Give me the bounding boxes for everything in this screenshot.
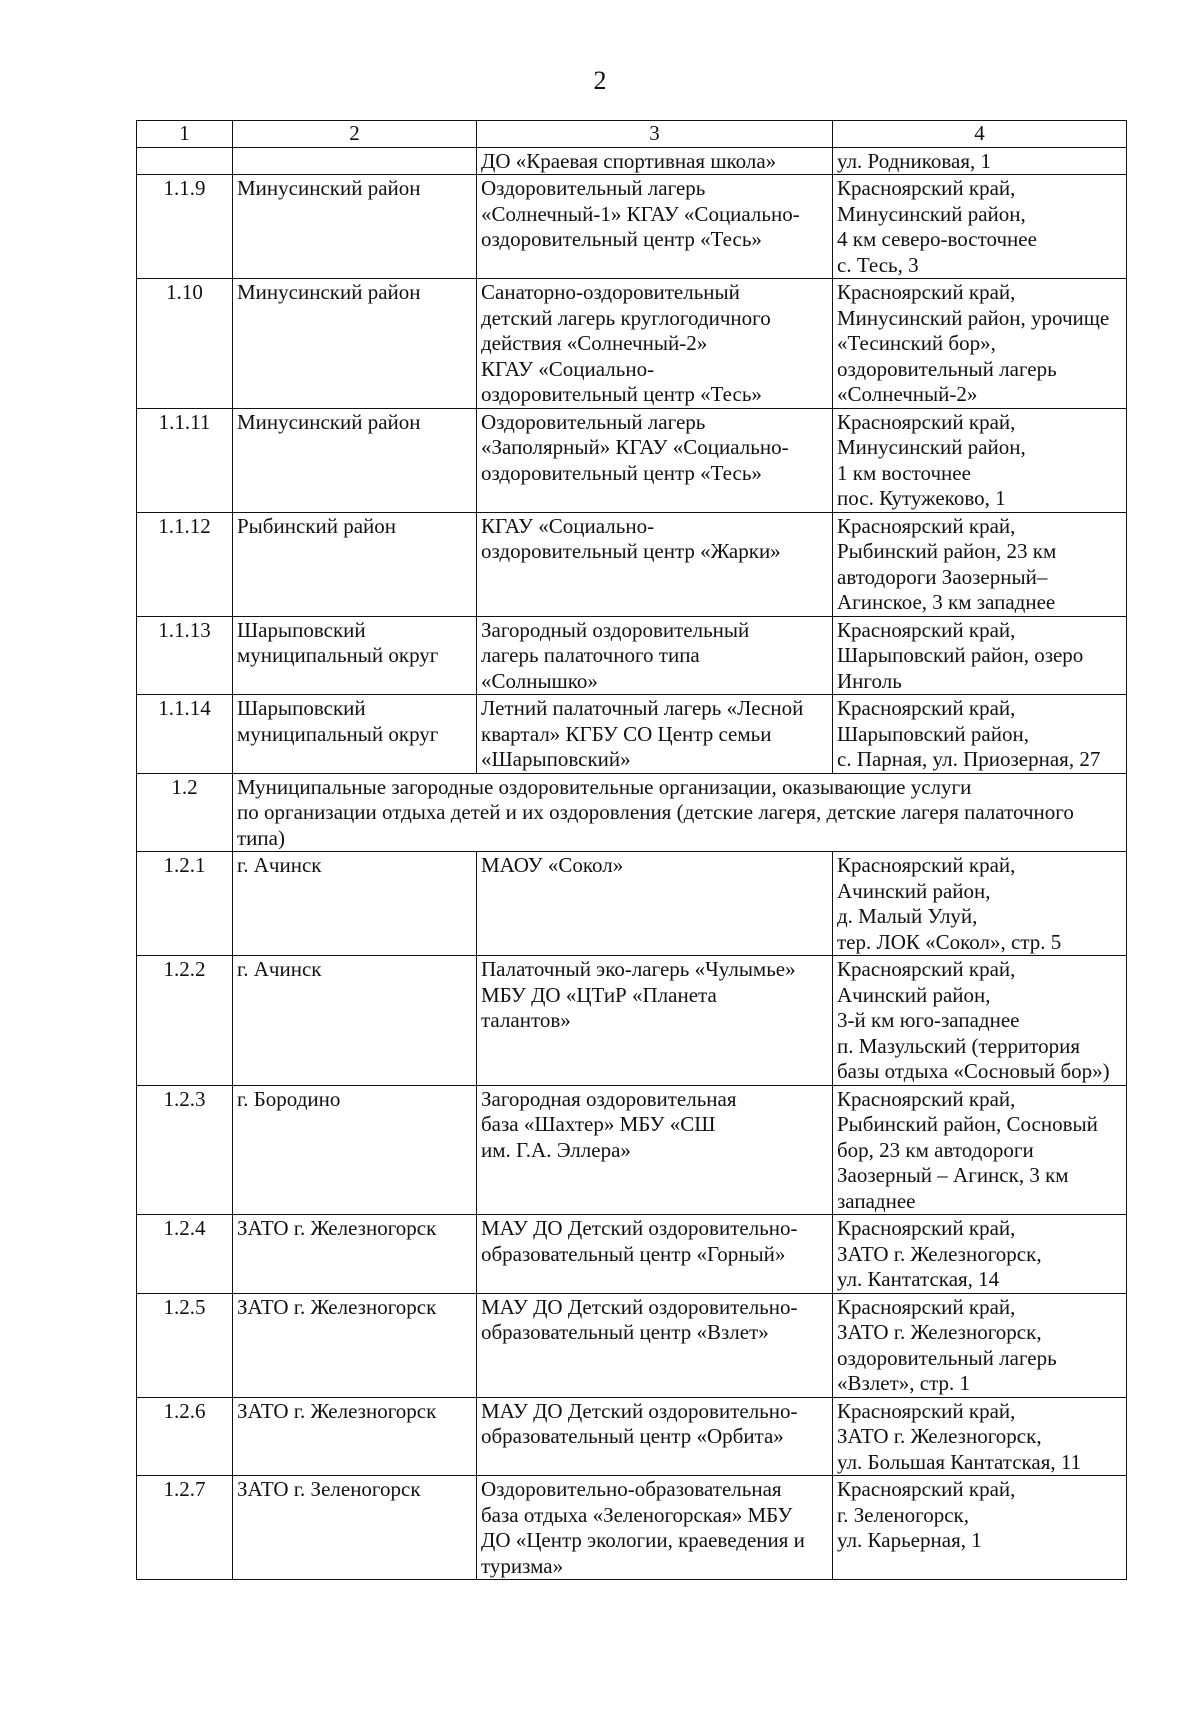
table-row xyxy=(137,956,1127,1086)
table-row xyxy=(137,512,1127,616)
table-row xyxy=(137,852,1127,956)
row-number: 1.10 xyxy=(137,279,233,409)
row-number: 1.2 xyxy=(137,773,233,852)
organization-cell: Загородная оздоровительная база «Шахтер» МБУ «СШ им. Г.А. Эллера» xyxy=(477,1085,833,1215)
district-cell: Шарыповский муниципальный округ xyxy=(233,616,477,695)
district-cell: Минусинский район xyxy=(233,175,477,279)
district-cell: ЗАТО г. Железногорск xyxy=(233,1215,477,1294)
table-body xyxy=(137,147,1127,1580)
table-row xyxy=(137,695,1127,774)
district-cell: Минусинский район xyxy=(233,279,477,409)
address-cell: Красноярский край, Шарыповский район, озеро Инголь xyxy=(833,616,1127,695)
address-cell: Красноярский край, ЗАТО г. Железногорск, ул. Кантатская, 14 xyxy=(833,1215,1127,1294)
header-col-1: 1 xyxy=(137,121,233,148)
address-cell: Красноярский край, г. Зеленогорск, ул. Карьерная, 1 xyxy=(833,1476,1127,1580)
table-row xyxy=(137,147,1127,175)
table-row xyxy=(137,1293,1127,1397)
organization-cell: МАОУ «Сокол» xyxy=(477,852,833,956)
organization-cell: ДО «Краевая спортивная школа» xyxy=(477,147,833,175)
organization-cell: МАУ ДО Детский оздоровительно- образовательный центр «Горный» xyxy=(477,1215,833,1294)
address-cell: Красноярский край, Минусинский район, урочище «Тесинский бор», оздоровительный лагерь «Солнечный-2» xyxy=(833,279,1127,409)
header-col-3: 3 xyxy=(477,121,833,148)
camps-table xyxy=(136,120,1127,1580)
row-number: 1.2.4 xyxy=(137,1215,233,1294)
row-number: 1.2.1 xyxy=(137,852,233,956)
header-col-2: 2 xyxy=(233,121,477,148)
table-row xyxy=(137,1215,1127,1294)
row-number: 1.2.7 xyxy=(137,1476,233,1580)
address-cell: Красноярский край, Рыбинский район, Сосновый бор, 23 км автодороги Заозерный – Агинск, 3 км западнее xyxy=(833,1085,1127,1215)
district-cell xyxy=(233,147,477,175)
district-cell: г. Ачинск xyxy=(233,852,477,956)
row-number: 1.2.6 xyxy=(137,1397,233,1476)
district-cell: ЗАТО г. Железногорск xyxy=(233,1397,477,1476)
address-cell: Красноярский край, Минусинский район, 4 км северо-восточнее с. Тесь, 3 xyxy=(833,175,1127,279)
table-row xyxy=(137,279,1127,409)
address-cell: ул. Родниковая, 1 xyxy=(833,147,1127,175)
address-cell: Красноярский край, Минусинский район, 1 км восточнее пос. Кутужеково, 1 xyxy=(833,408,1127,512)
address-cell: Красноярский край, Рыбинский район, 23 км автодороги Заозерный– Агинское, 3 км западнее xyxy=(833,512,1127,616)
row-number xyxy=(137,147,233,175)
organization-cell: Оздоровительный лагерь «Заполярный» КГАУ «Социально- оздоровительный центр «Тесь» xyxy=(477,408,833,512)
district-cell: ЗАТО г. Зеленогорск xyxy=(233,1476,477,1580)
row-number: 1.2.3 xyxy=(137,1085,233,1215)
table-row xyxy=(137,1397,1127,1476)
section-title: Муниципальные загородные оздоровительные организации, оказывающие услуги по организации отдыха детей и их оздоровления (детские лагеря, детские лагеря палаточного типа) xyxy=(233,773,1127,852)
address-cell: Красноярский край, Ачинский район, 3-й км юго-западнее п. Мазульский (территория базы отдыха «Сосновый бор») xyxy=(833,956,1127,1086)
organization-cell: Санаторно-оздоровительный детский лагерь круглогодичного действия «Солнечный-2» КГАУ «Социально- оздоровительный центр «Тесь» xyxy=(477,279,833,409)
row-number: 1.2.2 xyxy=(137,956,233,1086)
organization-cell: МАУ ДО Детский оздоровительно- образовательный центр «Взлет» xyxy=(477,1293,833,1397)
address-cell: Красноярский край, Ачинский район, д. Малый Улуй, тер. ЛОК «Сокол», стр. 5 xyxy=(833,852,1127,956)
organization-cell: Палаточный эко-лагерь «Чулымье» МБУ ДО «ЦТиР «Планета талантов» xyxy=(477,956,833,1086)
district-cell: г. Бородино xyxy=(233,1085,477,1215)
header-row xyxy=(137,121,1127,148)
district-cell: г. Ачинск xyxy=(233,956,477,1086)
header-col-4: 4 xyxy=(833,121,1127,148)
district-cell: Минусинский район xyxy=(233,408,477,512)
table-row xyxy=(137,175,1127,279)
organization-cell: МАУ ДО Детский оздоровительно- образовательный центр «Орбита» xyxy=(477,1397,833,1476)
organization-cell: КГАУ «Социально- оздоровительный центр «Жарки» xyxy=(477,512,833,616)
organization-cell: Летний палаточный лагерь «Лесной квартал» КГБУ СО Центр семьи «Шарыповский» xyxy=(477,695,833,774)
row-number: 1.1.9 xyxy=(137,175,233,279)
row-number: 1.1.12 xyxy=(137,512,233,616)
district-cell: Рыбинский район xyxy=(233,512,477,616)
section-row xyxy=(137,773,1127,852)
address-cell: Красноярский край, Шарыповский район, с. Парная, ул. Приозерная, 27 xyxy=(833,695,1127,774)
organization-cell: Оздоровительно-образовательная база отдыха «Зеленогорская» МБУ ДО «Центр экологии, краеведения и туризма» xyxy=(477,1476,833,1580)
address-cell: Красноярский край, ЗАТО г. Железногорск, оздоровительный лагерь «Взлет», стр. 1 xyxy=(833,1293,1127,1397)
row-number: 1.1.13 xyxy=(137,616,233,695)
table-row xyxy=(137,1476,1127,1580)
organization-cell: Загородный оздоровительный лагерь палаточного типа «Солнышко» xyxy=(477,616,833,695)
district-cell: ЗАТО г. Железногорск xyxy=(233,1293,477,1397)
row-number: 1.1.11 xyxy=(137,408,233,512)
table-row xyxy=(137,408,1127,512)
table-row xyxy=(137,1085,1127,1215)
organization-cell: Оздоровительный лагерь «Солнечный-1» КГАУ «Социально- оздоровительный центр «Тесь» xyxy=(477,175,833,279)
address-cell: Красноярский край, ЗАТО г. Железногорск, ул. Большая Кантатская, 11 xyxy=(833,1397,1127,1476)
district-cell: Шарыповский муниципальный округ xyxy=(233,695,477,774)
row-number: 1.1.14 xyxy=(137,695,233,774)
table-row xyxy=(137,616,1127,695)
row-number: 1.2.5 xyxy=(137,1293,233,1397)
page-number: 2 xyxy=(593,66,607,95)
